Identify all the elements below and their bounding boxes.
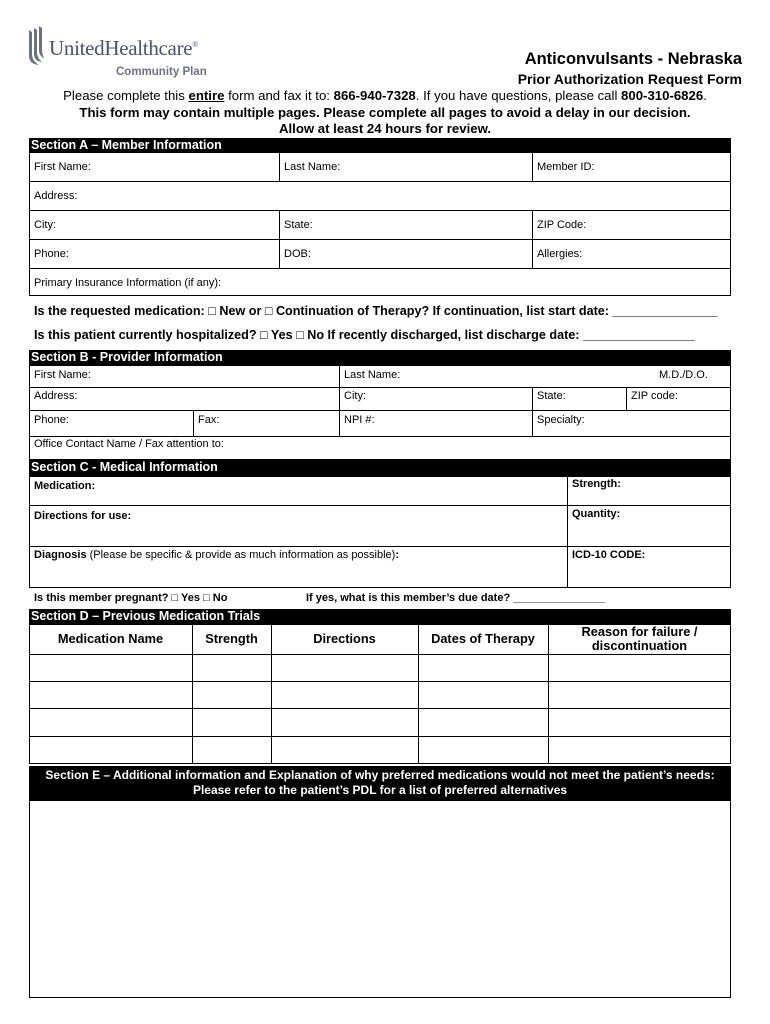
member-phone-field[interactable]: Phone: [34, 248, 69, 260]
member-zip-field[interactable]: ZIP Code: [537, 219, 587, 231]
intro-instructions: Please complete this entire form and fax it to: 866-940-7328. If you have questions, please call 800-310-6826. [63, 88, 707, 103]
icd10-code-field[interactable]: ICD-10 CODE: [572, 549, 646, 561]
provider-first-name-field[interactable]: First Name: [34, 369, 91, 381]
directions-for-use-field[interactable]: Directions for use: [34, 510, 132, 522]
logo-mark-icon [27, 26, 45, 66]
section-a-header: Section A – Member Information [29, 138, 731, 152]
provider-fax-field[interactable]: Fax: [198, 414, 220, 426]
hospitalized-question[interactable]: Is this patient currently hospitalized? □ Yes □ No If recently discharged, list discharge date: ________________ [34, 328, 696, 342]
office-contact-field[interactable]: Office Contact Name / Fax attention to: [34, 438, 224, 450]
section-d-header: Section D – Previous Medication Trials [29, 609, 731, 624]
phone-number: 800-310-6826 [621, 88, 704, 103]
column-dates-of-therapy: Dates of Therapy [431, 631, 535, 646]
section-e-title: Section E – Additional information and Explanation of why preferred medications would not meet the patient’s needs: [45, 768, 715, 782]
logo-subtitle: Community Plan [116, 66, 207, 78]
medication-new-or-continuation-question[interactable]: Is the requested medication: □ New or □ Continuation of Therapy? If continuation, list start date: _______________ [34, 304, 718, 318]
logo-name: UnitedHealthcare® [49, 36, 199, 60]
member-address-field[interactable]: Address: [34, 190, 78, 202]
provider-npi-field[interactable]: NPI #: [344, 414, 375, 426]
provider-phone-field[interactable]: Phone: [34, 414, 69, 426]
member-last-name-field[interactable]: Last Name: [284, 161, 341, 173]
section-e-textarea[interactable] [29, 800, 731, 998]
pregnant-question[interactable]: Is this member pregnant? □ Yes □ No [34, 592, 228, 604]
column-medication-name: Medication Name [57, 631, 164, 646]
provider-state-field[interactable]: State: [537, 390, 566, 402]
section-c-box [29, 476, 731, 588]
due-date-field[interactable]: If yes, what is this member’s due date? _______________ [306, 592, 605, 604]
column-reason-for-failure: Reason for failure / discontinuation [581, 624, 698, 653]
member-city-field[interactable]: City: [34, 219, 56, 231]
review-time-notice: Allow at least 24 hours for review. [278, 121, 492, 136]
provider-city-field[interactable]: City: [344, 390, 366, 402]
provider-zip-field[interactable]: ZIP code: [631, 390, 678, 402]
column-directions: Directions [313, 631, 376, 646]
column-strength: Strength [205, 631, 258, 646]
member-dob-field[interactable]: DOB: [284, 248, 311, 260]
section-a-box [29, 152, 731, 296]
member-allergies-field[interactable]: Allergies: [537, 248, 583, 260]
primary-insurance-field[interactable]: Primary Insurance Information (if any): [34, 277, 222, 289]
medication-field[interactable]: Medication: [34, 480, 96, 492]
member-first-name-field[interactable]: First Name: [34, 161, 91, 173]
unitedhealthcare-logo [27, 26, 227, 82]
form-title: Anticonvulsants - Nebraska [524, 50, 742, 68]
form-subtitle: Prior Authorization Request Form [517, 71, 742, 87]
section-c-header: Section C - Medical Information [29, 460, 731, 476]
provider-last-name-field[interactable]: Last Name: [344, 369, 401, 381]
member-state-field[interactable]: State: [284, 219, 313, 231]
provider-address-field[interactable]: Address: [34, 390, 78, 402]
section-e-pdl-note: Please refer to the patient’s PDL for a list of preferred alternatives [192, 782, 568, 797]
md-do-label: M.D./D.O. [659, 369, 708, 381]
section-b-header: Section B - Provider Information [29, 350, 731, 365]
quantity-field[interactable]: Quantity: [572, 508, 621, 520]
diagnosis-field[interactable]: Diagnosis (Please be specific & provide as much information as possible): [34, 549, 400, 561]
section-e-header [29, 766, 731, 800]
multi-page-notice: This form may contain multiple pages. Please complete all pages to avoid a delay in our decision. [79, 105, 691, 120]
provider-specialty-field[interactable]: Specialty: [537, 414, 585, 426]
strength-field[interactable]: Strength: [572, 478, 621, 490]
member-id-field[interactable]: Member ID: [537, 161, 595, 173]
fax-number: 866-940-7328 [333, 88, 416, 103]
